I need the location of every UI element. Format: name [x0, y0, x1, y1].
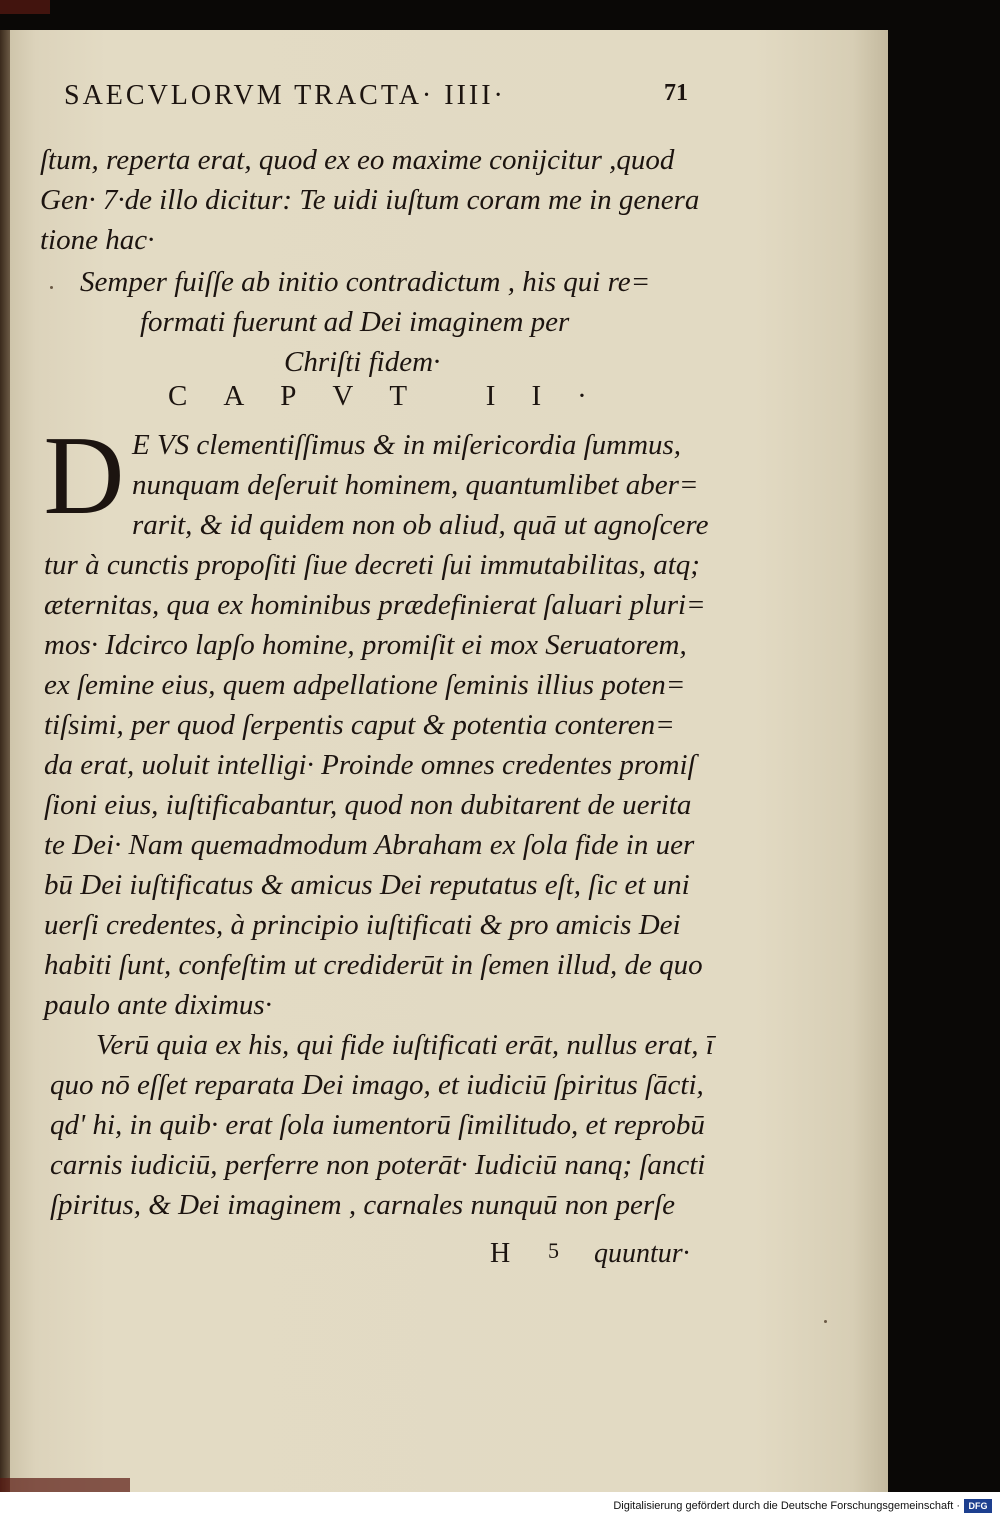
text-line: carnis iudiciū, perferre non poterāt· Iudiciū nanq; ſancti	[50, 1149, 706, 1181]
text-line: E VS clementiſſimus & in miſericordia ſummus,	[132, 429, 682, 461]
drop-capital: D	[43, 414, 125, 538]
page-gutter	[0, 30, 10, 1492]
running-head: SAECVLORVM TRACTA· IIII·	[64, 80, 506, 111]
text-line: ex ſemine eius, quem adpellatione ſeminis illius poten=	[44, 669, 686, 701]
chapter-summary-line: Chriſti fidem·	[284, 346, 441, 378]
text-line: ſioni eius, iuſtificabantur, quod non dubitarent de uerita	[44, 789, 692, 821]
text-line: nunquam deſeruit hominem, quantumlibet aber=	[132, 469, 699, 501]
text-line: quo nō eſſet reparata Dei imago, et iudiciū ſpiritus ſācti,	[50, 1069, 704, 1101]
text-line: habiti ſunt, confeſtim ut crediderūt in ſemen illud, de quo	[44, 949, 703, 981]
signature-mark: H	[490, 1238, 511, 1269]
text-line: tione hac·	[40, 224, 155, 256]
chapter-summary-line: formati fuerunt ad Dei imaginem per	[140, 306, 570, 338]
opening-lines	[40, 140, 699, 260]
text-line: qd' hi, in quib· erat ſola iumentorū ſimilitudo, et reprobū	[50, 1109, 705, 1141]
catchword: quuntur·	[594, 1238, 690, 1269]
paragraph-2-first-line: Verū quia ex his, qui fide iuſtificati erāt, nullus erat, ī	[96, 1029, 714, 1061]
text-line: Gen· 7·de illo dicitur: Te uidi iuſtum coram me in genera	[40, 184, 700, 216]
folio-number: 71	[664, 80, 688, 106]
paragraph-2	[50, 1065, 705, 1225]
paper-speck	[824, 1320, 827, 1323]
paragraph-1	[44, 545, 706, 1025]
text-line: paulo ante diximus·	[44, 989, 272, 1021]
binding-edge-mark-top	[0, 0, 50, 14]
text-line: ſtum, reperta erat, quod ex eo maxime conijcitur ,quod	[40, 144, 675, 176]
dfg-logo-icon: DFG	[964, 1499, 992, 1513]
text-line: æternitas, qua ex hominibus prædefinierat ſaluari pluri=	[44, 589, 706, 621]
paper-speck	[50, 286, 53, 289]
binding-edge-mark-bottom	[0, 1478, 130, 1492]
text-line: rarit, & id quidem non ob aliud, quā ut agnoſcere	[132, 509, 709, 541]
paragraph-lines-indented	[132, 425, 708, 545]
text-line: te Dei· Nam quemadmodum Abraham ex ſola fide in uer	[44, 829, 695, 861]
text-line: uerſi credentes, à principio iuſtificati & pro amicis Dei	[44, 909, 681, 941]
text-line: mos· Idcirco lapſo homine, promiſit ei mox Seruatorem,	[44, 629, 687, 661]
text-line: tur à cunctis propoſiti ſiue decreti ſui immutabilitas, atq;	[44, 549, 700, 581]
chapter-summary-line: Semper fuiſſe ab initio contradictum , his qui re=	[80, 266, 651, 298]
text-line: ſpiritus, & Dei imaginem , carnales nunquū non perſe	[50, 1189, 676, 1221]
text-line: da erat, uoluit intelligi· Proinde omnes credentes promiſ	[44, 749, 696, 781]
text-line: tiſsimi, per quod ſerpentis caput & potentia conteren=	[44, 709, 675, 741]
chapter-title: CAPVT II·	[168, 380, 623, 412]
signature-number: 5	[548, 1238, 559, 1263]
digitization-attribution: Digitalisierung gefördert durch die Deutsche Forschungsgemeinschaft ·	[613, 1500, 960, 1512]
text-line: bū Dei iuſtificatus & amicus Dei reputatus eſt, ſic et uni	[44, 869, 690, 901]
